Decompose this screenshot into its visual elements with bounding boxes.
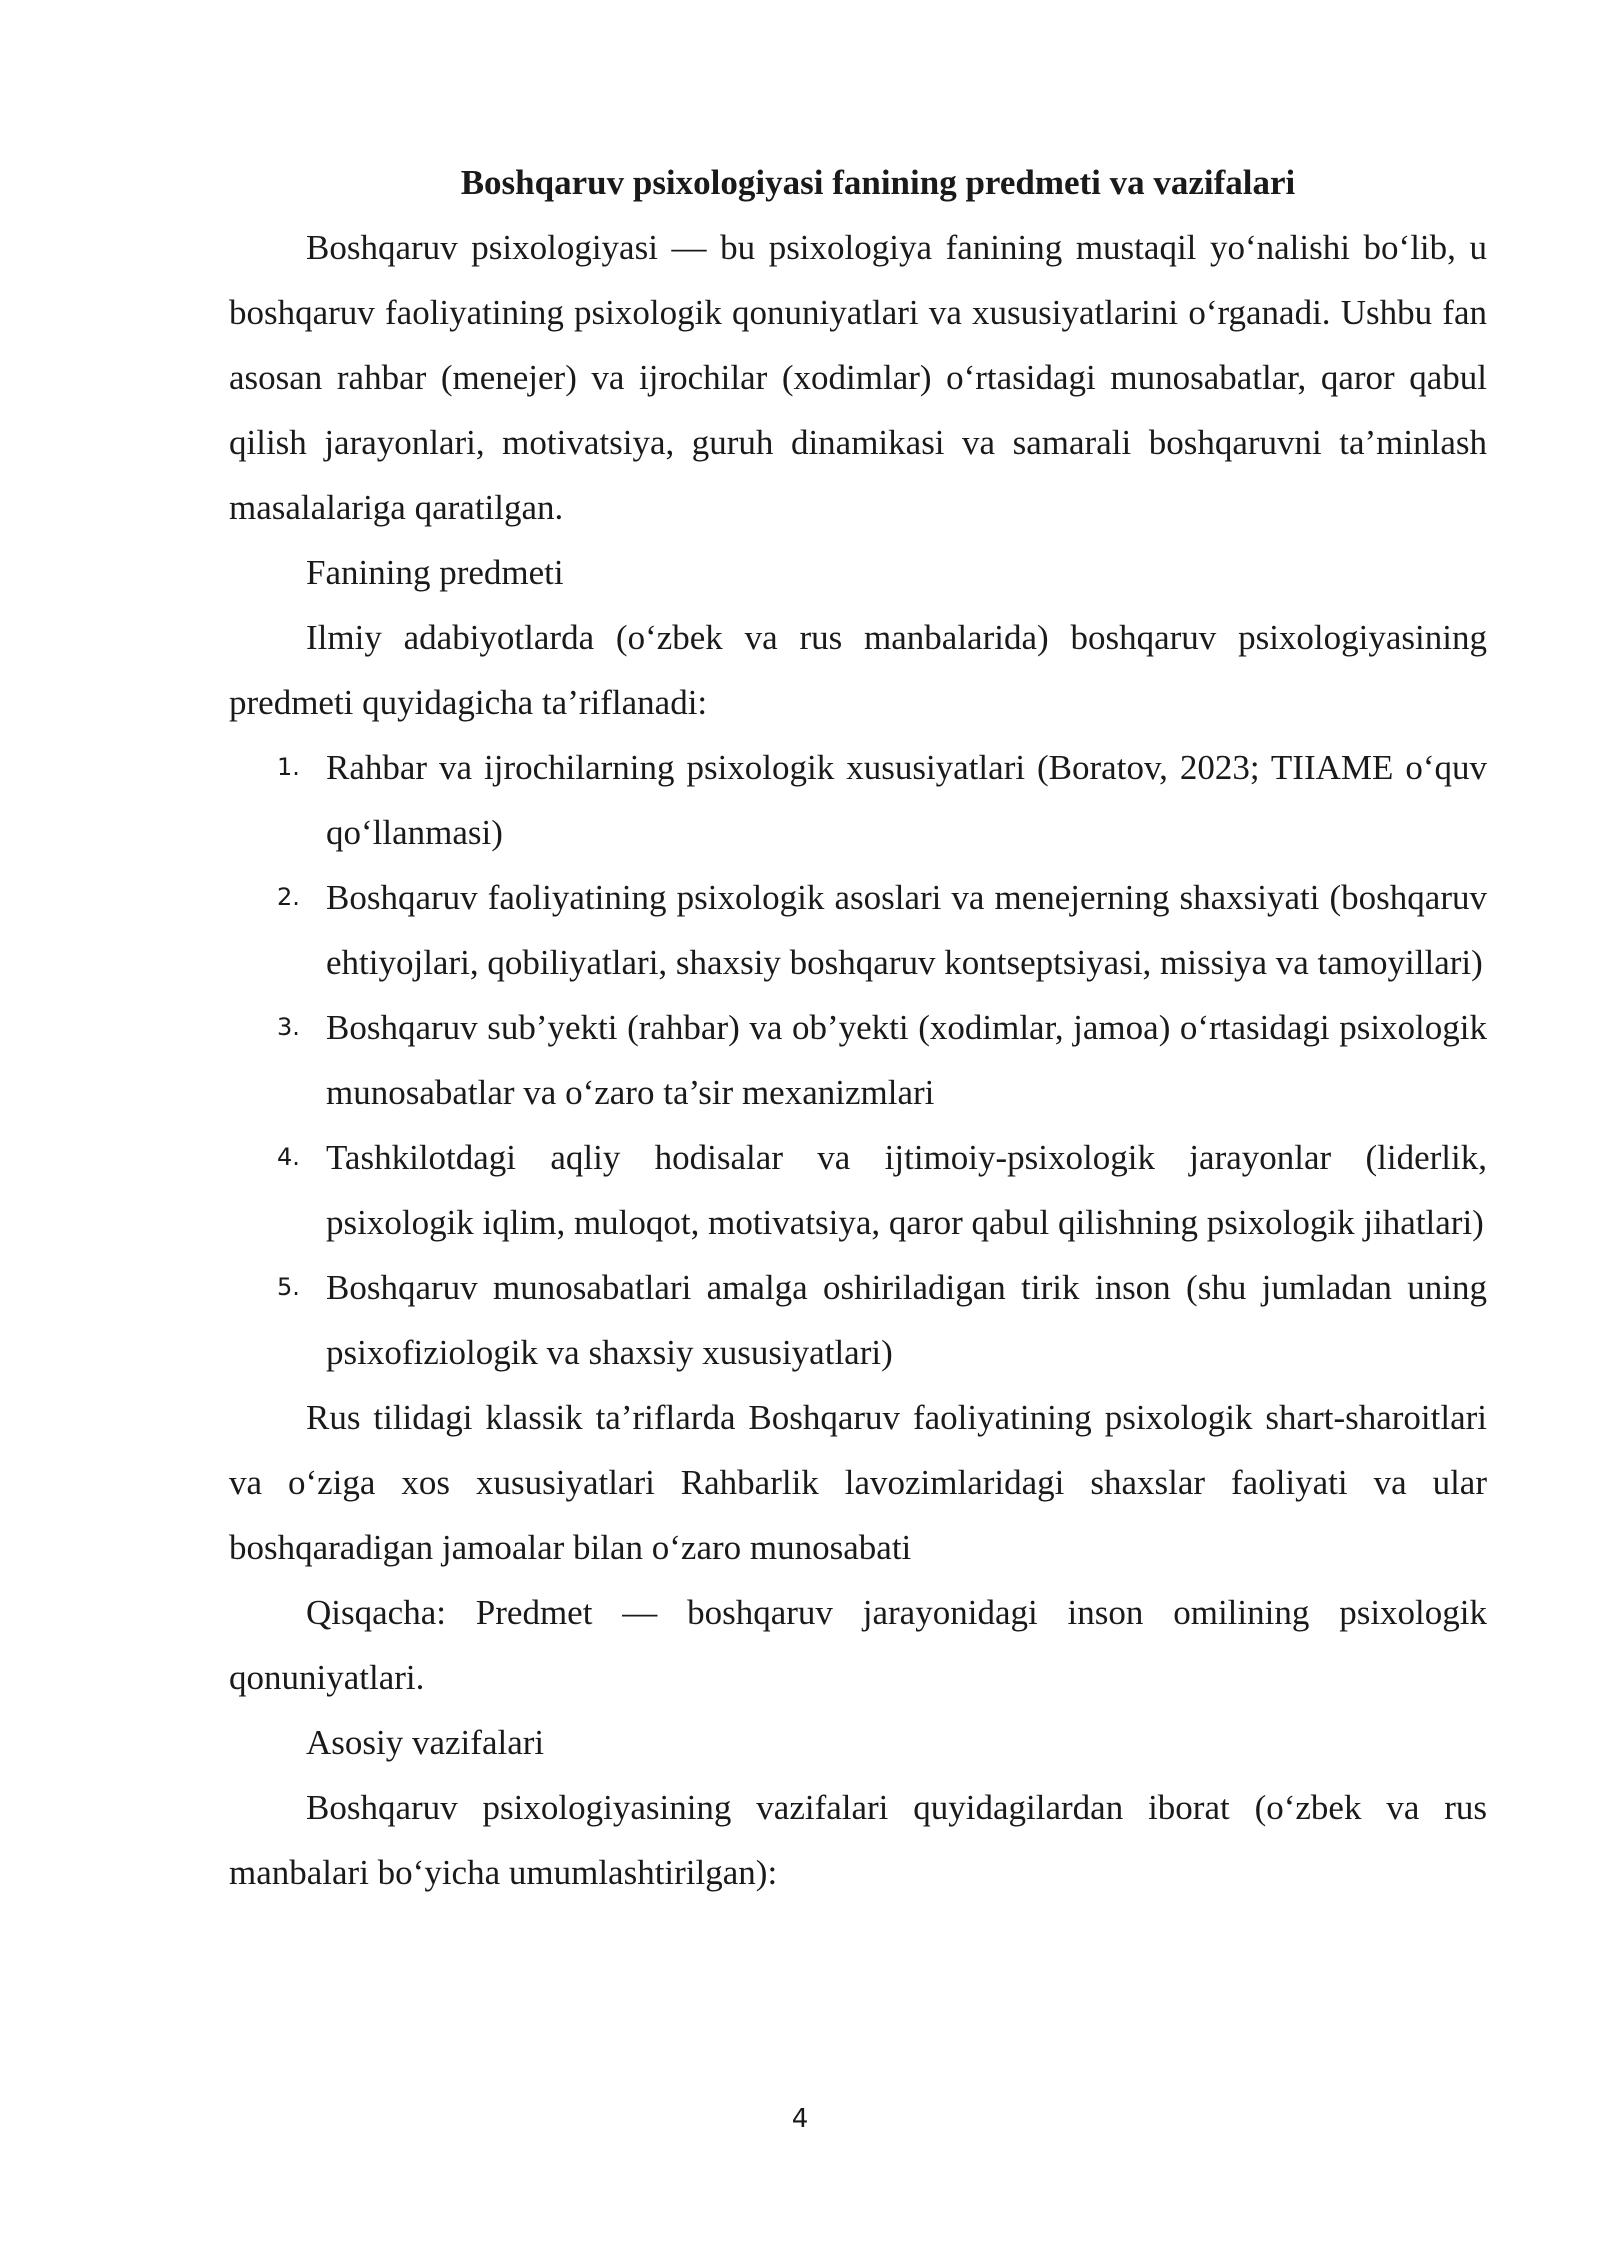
list-item-text: Boshqaruv sub’yekti (rahbar) va ob’yekti (xodimlar, jamoa) o‘rtasidagi psixologik munosabatlar va o‘zaro ta’sir mexanizmlari <box>326 1008 1487 1112</box>
subject-intro-paragraph: Ilmiy adabiyotlarda (o‘zbek va rus manbalarida) boshqaruv psixologiyasining predmeti quyidagicha ta’riflanadi: <box>229 618 1487 722</box>
subject-list <box>229 735 1487 1385</box>
document-title: Boshqaruv psixologiyasi fanining predmeti va vazifalari <box>460 163 1296 202</box>
intro-paragraph: Boshqaruv psixologiyasi — bu psixologiya fanining mustaqil yo‘nalishi bo‘lib, u boshqaruv faoliyatining psixologik qonuniyatlari va xususiyatlarini o‘rganadi. Ushbu fan asosan rahbar (menejer) va ijrochilar (xodimlar) o‘rtasidagi munosabatlar, qaror qabul qilish jarayonlari, motivatsiya, guruh dinamikasi va samarali boshqaruvni ta’minlash masalalariga qaratilgan. <box>229 228 1487 527</box>
tasks-heading: Asosiy vazifalari <box>306 1723 545 1762</box>
list-item-number: 3. <box>277 1013 300 1041</box>
list-item <box>229 1125 1487 1255</box>
list-item-text: Tashkilotdagi aqliy hodisalar va ijtimoiy-psixologik jarayonlar (liderlik, psixologik iqlim, muloqot, motivatsiya, qaror qabul qilishning psixologik jihatlari) <box>326 1138 1487 1242</box>
document-page <box>229 150 1487 1905</box>
russian-definitions-paragraph: Rus tilidagi klassik ta’riflarda Boshqaruv faoliyatining psixologik shart-sharoitlari va o‘ziga xos xususiyatlari Rahbarlik lavozimlaridagi shaxslar faoliyati va ular boshqaradigan jamoalar bilan o‘zaro munosabati <box>229 1398 1487 1567</box>
list-item-text: Boshqaruv munosabatlari amalga oshiriladigan tirik inson (shu jumladan uning psixofiziologik va shaxsiy xususiyatlari) <box>326 1268 1487 1372</box>
list-item-text: Rahbar va ijrochilarning psixologik xususiyatlari (Boratov, 2023; TIIAME o‘quv qo‘llanmasi) <box>326 748 1487 852</box>
list-item-number: 1. <box>277 753 300 781</box>
list-item <box>229 995 1487 1125</box>
list-item-number: 4. <box>277 1143 300 1171</box>
subject-heading: Fanining predmeti <box>306 553 564 592</box>
list-item-number: 2. <box>277 883 300 911</box>
list-item <box>229 1255 1487 1385</box>
list-item <box>229 865 1487 995</box>
page-number: 4 <box>791 2104 809 2134</box>
list-item-text: Boshqaruv faoliyatining psixologik asoslari va menejerning shaxsiyati (boshqaruv ehtiyojlari, qobiliyatlari, shaxsiy boshqaruv kontseptsiyasi, missiya va tamoyillari) <box>326 878 1487 982</box>
list-item <box>229 735 1487 865</box>
summary-paragraph: Qisqacha: Predmet — boshqaruv jarayonidagi inson omilining psixologik qonuniyatlari. <box>229 1593 1487 1697</box>
list-item-number: 5. <box>277 1273 300 1301</box>
tasks-intro-paragraph: Boshqaruv psixologiyasining vazifalari quyidagilardan iborat (o‘zbek va rus manbalari bo‘yicha umumlashtirilgan): <box>229 1788 1487 1892</box>
